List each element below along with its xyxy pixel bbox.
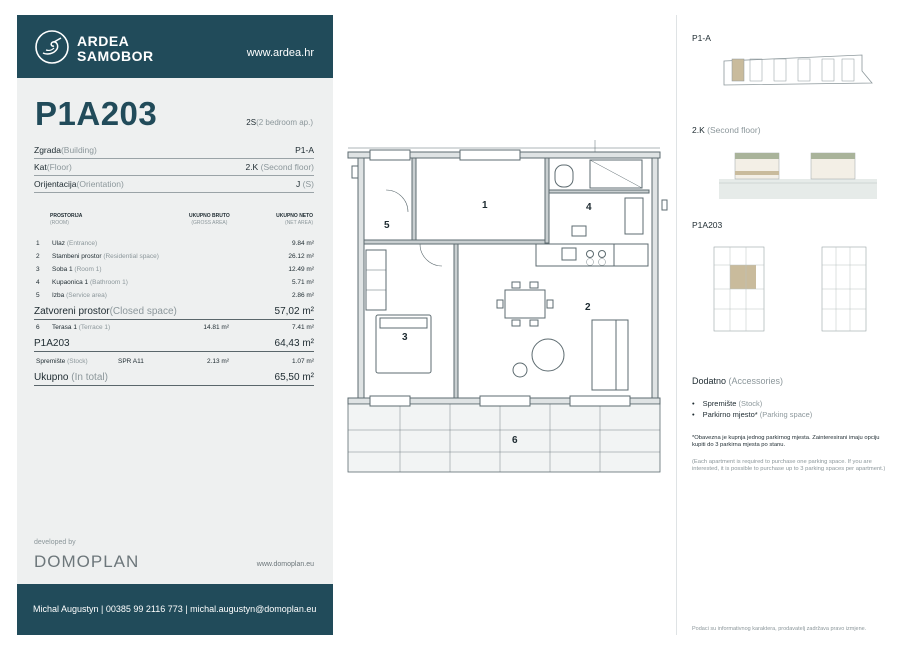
developer-logo: DOMOPLAN [34, 552, 140, 571]
room-row: 2 Stambeni prostor (Residential space) 26.12 m² [36, 253, 314, 260]
heron-logo-icon [34, 29, 70, 65]
accessory-item: • Spremište (Stock) [692, 399, 762, 408]
room-label-1: 1 [482, 200, 488, 211]
terrace-row: 6 Terasa 1 (Terrace 1) 14.81 m² 7.41 m² [36, 324, 314, 331]
room-row: 1 Ulaz (Entrance) 9.84 m² [36, 240, 314, 247]
col-header-room: PROSTORIJA (ROOM) [50, 213, 83, 226]
col-header-net: UKUPNO NETO (NET AREA) [276, 213, 313, 226]
room-label-2: 2 [585, 302, 591, 313]
contact-footer [17, 584, 333, 635]
brand-name-line2: SAMOBOR [77, 48, 154, 64]
brand-website[interactable]: www.ardea.hr [246, 47, 314, 59]
unit-title: P1A203 [692, 220, 723, 230]
building-site-plan [722, 51, 882, 89]
unit-location-plan [710, 245, 770, 333]
closed-space-total: Zatvoreni prostor(Closed space) 57,02 m² [34, 305, 314, 320]
info-row-building: Zgrada(Building) P1-A [34, 143, 314, 159]
floor-title: 2.K (Second floor) [692, 125, 761, 135]
disclaimer: Podaci su informativnog karaktera, prodavatelj zadržava pravo izmjene. [692, 626, 867, 632]
accessory-item: • Parkirno mjesto* (Parking space) [692, 410, 812, 419]
parking-note-en: (Each apartment is required to purchase one parking space. If you are interested, it is possible to purchase up to 3 parking spaces per apartment.) [692, 459, 886, 472]
floor-plan [340, 130, 670, 480]
accessories-title: Dodatno (Accessories) [692, 376, 784, 386]
building-title: P1-A [692, 33, 711, 43]
room-row: 4 Kupaonica 1 (Bathroom 1) 5.71 m² [36, 279, 314, 286]
brand-header [17, 15, 333, 78]
location-panel [676, 15, 906, 635]
unit-total: P1A203 64,43 m² [34, 337, 314, 352]
building-elevation [719, 143, 879, 201]
room-label-6: 6 [512, 435, 518, 446]
room-row: 3 Soba 1 (Room 1) 12.49 m² [36, 266, 314, 273]
grand-total: Ukupno (In total) 65,50 m² [34, 371, 314, 386]
room-label-5: 5 [384, 220, 390, 231]
brand-name-line1: ARDEA [77, 33, 130, 49]
room-label-3: 3 [402, 332, 408, 343]
developer-website[interactable]: www.domoplan.eu [256, 561, 314, 568]
col-header-gross: UKUPNO BRUTO (GROSS AREA) [189, 213, 230, 226]
floor-key-plan [820, 245, 870, 333]
info-row-floor: Kat(Floor) 2.K (Second floor) [34, 160, 314, 176]
room-label-4: 4 [586, 202, 592, 213]
room-row: 5 Izba (Service area) 2.86 m² [36, 292, 314, 299]
info-panel [17, 15, 333, 635]
unit-type: 2S(2 bedroom ap.) [246, 118, 313, 127]
unit-code: P1A203 [35, 95, 158, 132]
contact-info[interactable]: Michal Augustyn | 00385 99 2116 773 | michal.augustyn@domoplan.eu [33, 604, 317, 614]
parking-note: *Obavezna je kupnja jednog parkirnog mjesta. Zainteresirani imaju opciju kupiti do 3 parkirna mjesta po stanu. [692, 435, 880, 448]
storage-row: Spremište (Stock) SPR A11 2.13 m² 1.07 m² [36, 358, 314, 365]
developed-by-label: developed by [34, 539, 76, 546]
info-row-orientation: Orijentacija(Orientation) J (S) [34, 177, 314, 193]
